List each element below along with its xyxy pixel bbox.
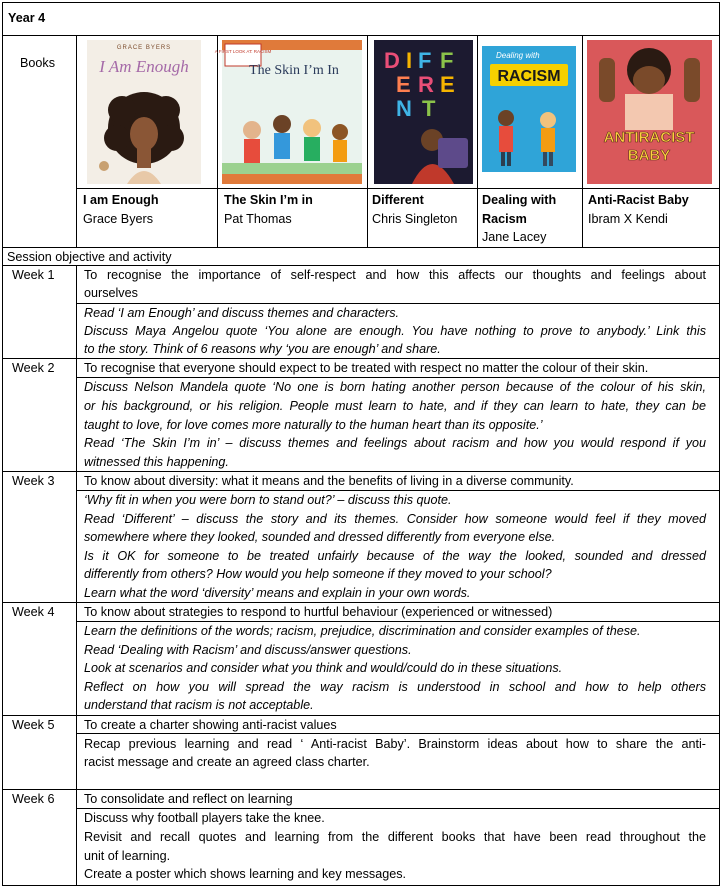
activity-line: Read ‘I am Enough’ and discuss themes and characters. [84, 306, 400, 320]
activity-line: to the story. Think of 6 reasons why ‘you are enough’ and share. [84, 342, 441, 356]
book-cover-dealing-with-racism [482, 46, 576, 172]
rule [76, 35, 77, 248]
rule [76, 188, 719, 189]
objective-line: To know about diversity: what it means and the benefits of living in a diverse community. [84, 474, 574, 488]
activity-line: Revisit and recall quotes and learning from the different books that have been read throughout the [84, 830, 706, 844]
book-cover-i-am-enough [87, 40, 201, 184]
svg-text:ANTIRACIST: ANTIRACIST [603, 129, 695, 146]
rule [76, 377, 719, 378]
activity-line: differently from others? How would you help someone if they moved to your school? [84, 567, 552, 581]
rule [582, 35, 583, 248]
rule [76, 303, 719, 304]
rule [2, 2, 3, 886]
rule [2, 358, 719, 359]
rule [2, 265, 719, 266]
activity-line: Learn what the word ‘diversity’ means and explain in your own words. [84, 586, 471, 600]
book-cover-different [374, 40, 473, 184]
rule [2, 602, 719, 603]
svg-text:BABY: BABY [627, 147, 671, 164]
book-cover-antiracist-baby [587, 40, 712, 184]
svg-text:I: I [406, 48, 413, 73]
activity-line: Read ‘Different’ – discuss the story and its themes. Consider how someone would feel if they moved [84, 512, 706, 526]
cover-title-text: RACISM [497, 68, 561, 85]
session-header: Session objective and activity [7, 250, 172, 264]
activity-line: unit of learning. [84, 849, 171, 863]
book-author: Ibram X Kendi [588, 212, 668, 226]
week-label: Week 4 [12, 605, 55, 619]
week-label: Week 6 [12, 792, 55, 806]
rule [2, 789, 719, 790]
activity-line: Read ‘Dealing with Racism’ and discuss/answer questions. [84, 643, 412, 657]
book-title: Dealing with [482, 193, 557, 207]
rule [2, 2, 719, 3]
activity-line: Learn the definitions of the words; racism, prejudice, discrimination and consider examples of these. [84, 624, 641, 638]
cover-title-text: The Skin I’m In [249, 63, 339, 78]
activity-line: Recap previous learning and read ‘ Anti-racist Baby’. Brainstorm ideas about how to share the anti- [84, 737, 706, 751]
rule [2, 885, 719, 886]
activity-line: understand that racism is not acceptable. [84, 698, 314, 712]
rule [719, 2, 720, 886]
objective-line: ourselves [84, 286, 138, 300]
svg-text:E: E [440, 72, 455, 97]
activity-line: Create a poster which shows learning and key messages. [84, 867, 407, 881]
objective-line: To recognise that everyone should expect to be treated with respect no matter the colour of their skin. [84, 361, 649, 375]
svg-text:D: D [384, 48, 400, 73]
book-title: Anti-Racist Baby [588, 193, 689, 207]
rule [217, 35, 218, 248]
activity-line: witnessed this happening. [84, 455, 229, 469]
cover-author-text: GRACE BYERS [116, 45, 172, 51]
book-title-line-2: Racism [482, 212, 527, 226]
rule [76, 621, 719, 622]
rule [76, 733, 719, 734]
activity-line: Read ‘The Skin I’m in’ – discuss themes and feelings about racism and how you would respond if you [84, 436, 706, 450]
week-label: Week 5 [12, 718, 55, 732]
book-author: Jane Lacey [482, 230, 547, 244]
book-author: Pat Thomas [224, 212, 292, 226]
cover-title-text: I Am Enough [99, 57, 189, 76]
cover-top-text: Dealing with [496, 51, 540, 60]
objective-line: To recognise the importance of self-respect and how this affects our thoughts and feelings about [84, 268, 706, 282]
rule [367, 35, 368, 248]
objective-line: To create a charter showing anti-racist values [84, 718, 337, 732]
rule [477, 35, 478, 248]
activity-line: racist message and create an agreed class charter. [84, 755, 370, 769]
objective-line: To know about strategies to respond to hurtful behaviour (experienced or witnessed) [84, 605, 553, 619]
svg-text:T: T [422, 96, 436, 121]
rule [76, 265, 77, 886]
activity-line: Is it OK for someone to be treated unfairly because of the way the looked, sounded and dressed [84, 549, 706, 563]
svg-text:N: N [396, 96, 412, 121]
activity-line: Discuss why football players take the knee. [84, 811, 325, 825]
svg-text:F: F [418, 48, 432, 73]
activity-line: Discuss Nelson Mandela quote ‘No one is born hating another person because of the colour of his skin, [84, 380, 706, 394]
activity-line: or his background, or his religion. People must learn to hate, and if they can learn to hate, they can be [84, 399, 706, 413]
rule [76, 808, 719, 809]
books-label: Books [20, 56, 56, 70]
svg-text:R: R [418, 72, 434, 97]
rule [2, 715, 719, 716]
book-title: I am Enough [83, 193, 159, 207]
week-label: Week 1 [12, 268, 55, 282]
rule [2, 35, 719, 36]
svg-text:E: E [396, 72, 411, 97]
activity-line: Look at scenarios and consider what you think and would/could do in these situations. [84, 661, 563, 675]
rule [76, 490, 719, 491]
rule [2, 247, 719, 248]
rule [2, 471, 719, 472]
objective-line: To consolidate and reflect on learning [84, 792, 293, 806]
week-label: Week 3 [12, 474, 55, 488]
book-cover-the-skin-im-in [214, 40, 362, 184]
activity-line: Reflect on how you will spread the way racism is understood in school and how to help others [84, 680, 706, 694]
book-title: Different [372, 193, 424, 207]
activity-line: Discuss Maya Angelou quote ‘You alone are enough. You have nothing to prove to anybody.’ Link this [84, 324, 706, 338]
cover-badge-text: A FIRST LOOK AT: RACISM [214, 49, 272, 54]
book-title: The Skin I’m in [224, 193, 313, 207]
week-label: Week 2 [12, 361, 55, 375]
book-author: Grace Byers [83, 212, 153, 226]
book-author: Chris Singleton [372, 212, 458, 226]
year-label: Year 4 [8, 11, 46, 25]
activity-line: somewhere where they looked, sounded and dressed differently from everyone else. [84, 530, 556, 544]
activity-line: ‘Why fit in when you were born to stand out?’ – discuss this quote. [84, 493, 452, 507]
svg-text:F: F [440, 48, 454, 73]
activity-line: taught to love, for love comes more naturally to the human heart than its opposite.’ [84, 418, 543, 432]
